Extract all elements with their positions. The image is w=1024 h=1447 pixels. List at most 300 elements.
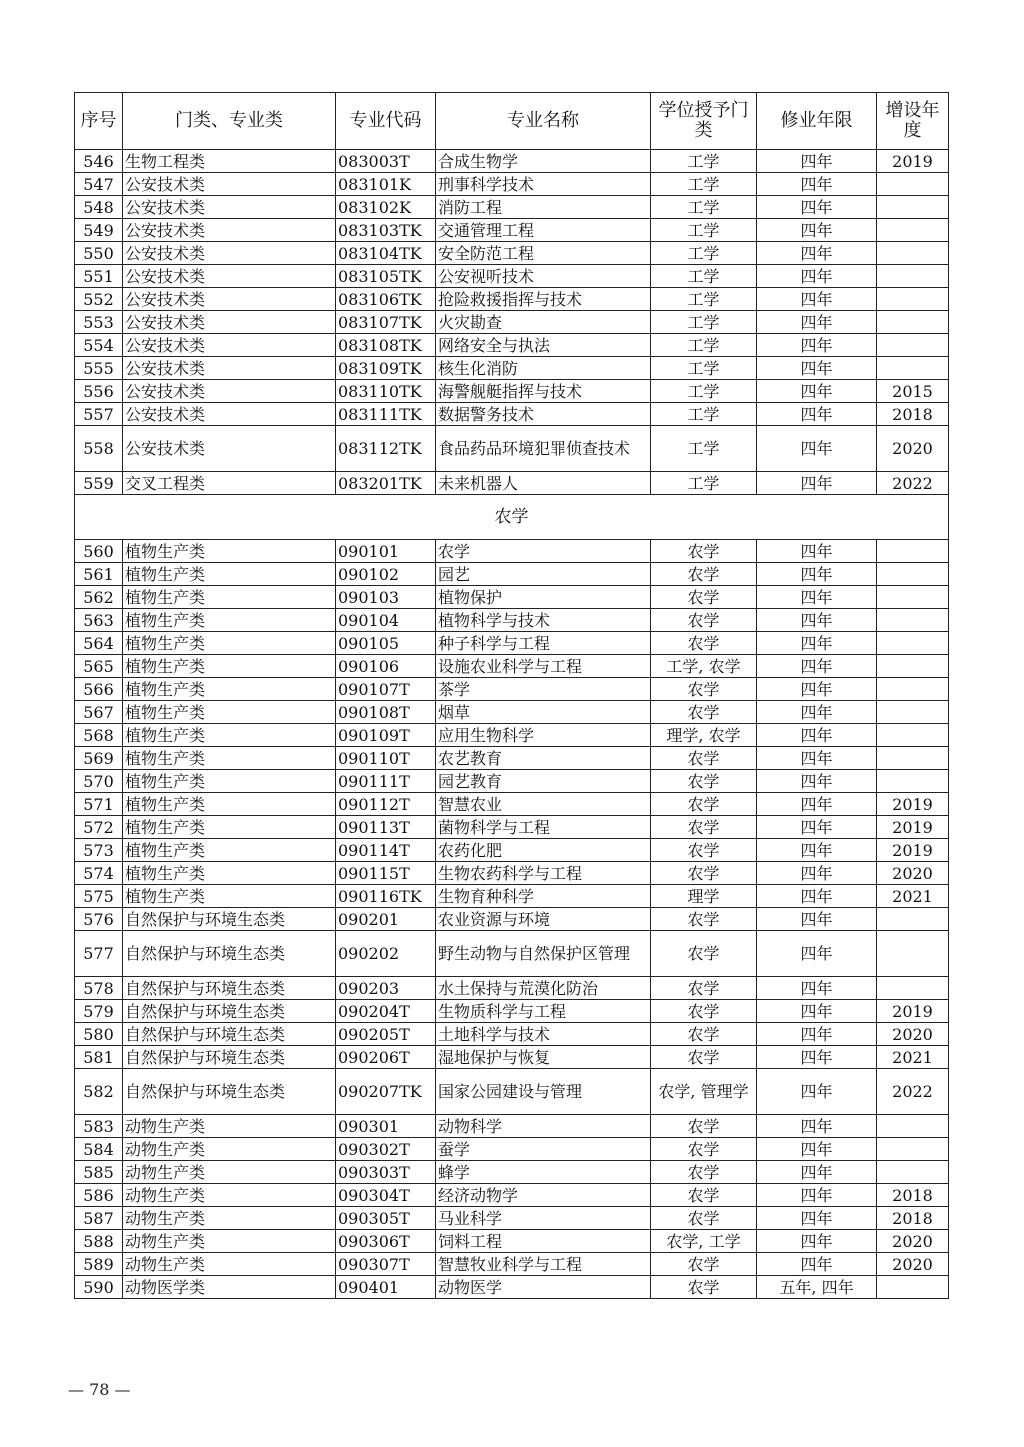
- cell-name: 蚕学: [436, 1138, 651, 1161]
- cell-added: 2019: [877, 1000, 949, 1023]
- cell-category: 植物生产类: [123, 540, 336, 563]
- cell-years: 四年: [757, 472, 877, 495]
- cell-added: [877, 977, 949, 1000]
- cell-code: 090112T: [336, 793, 436, 816]
- cell-added: [877, 196, 949, 219]
- cell-degree: 农学: [651, 678, 757, 701]
- cell-code: 090303T: [336, 1161, 436, 1184]
- cell-name: 水土保持与荒漠化防治: [436, 977, 651, 1000]
- cell-years: 四年: [757, 885, 877, 908]
- table-row: [75, 931, 949, 977]
- cell-degree: 工学: [651, 426, 757, 472]
- cell-seq: 575: [75, 885, 123, 908]
- cell-name: 火灾勘查: [436, 311, 651, 334]
- cell-added: 2018: [877, 403, 949, 426]
- table-row: [75, 265, 949, 288]
- header-seq: 序号: [75, 93, 123, 150]
- cell-added: [877, 563, 949, 586]
- table-row: [75, 219, 949, 242]
- cell-years: 四年: [757, 609, 877, 632]
- cell-code: 090207TK: [336, 1069, 436, 1115]
- cell-code: 083108TK: [336, 334, 436, 357]
- cell-years: 四年: [757, 540, 877, 563]
- cell-name: 动物科学: [436, 1115, 651, 1138]
- cell-degree: 工学: [651, 150, 757, 173]
- cell-code: 083106TK: [336, 288, 436, 311]
- cell-name: 湿地保护与恢复: [436, 1046, 651, 1069]
- cell-category: 植物生产类: [123, 747, 336, 770]
- cell-code: 090105: [336, 632, 436, 655]
- cell-years: 四年: [757, 931, 877, 977]
- cell-category: 公安技术类: [123, 357, 336, 380]
- table-row: [75, 334, 949, 357]
- cell-degree: 农学: [651, 563, 757, 586]
- cell-degree: 农学: [651, 1000, 757, 1023]
- cell-name: 数据警务技术: [436, 403, 651, 426]
- cell-degree: 农学: [651, 1207, 757, 1230]
- cell-added: [877, 931, 949, 977]
- cell-degree: 农学: [651, 977, 757, 1000]
- cell-added: [877, 747, 949, 770]
- cell-seq: 577: [75, 931, 123, 977]
- cell-category: 公安技术类: [123, 403, 336, 426]
- table-row: [75, 1253, 949, 1276]
- cell-degree: 农学: [651, 816, 757, 839]
- cell-years: 四年: [757, 219, 877, 242]
- cell-category: 植物生产类: [123, 816, 336, 839]
- cell-code: 083102K: [336, 196, 436, 219]
- cell-seq: 547: [75, 173, 123, 196]
- table-row: [75, 1023, 949, 1046]
- table-row: [75, 586, 949, 609]
- cell-degree: 农学: [651, 540, 757, 563]
- cell-category: 动物生产类: [123, 1184, 336, 1207]
- cell-code: 090104: [336, 609, 436, 632]
- cell-added: [877, 334, 949, 357]
- cell-years: 五年, 四年: [757, 1276, 877, 1299]
- cell-degree: 农学: [651, 632, 757, 655]
- table-row: [75, 724, 949, 747]
- cell-name: 土地科学与技术: [436, 1023, 651, 1046]
- cell-degree: 工学: [651, 173, 757, 196]
- table-row: [75, 150, 949, 173]
- cell-added: 2020: [877, 426, 949, 472]
- cell-years: 四年: [757, 655, 877, 678]
- table-row: [75, 1207, 949, 1230]
- cell-code: 090205T: [336, 1023, 436, 1046]
- cell-degree: 农学: [651, 1023, 757, 1046]
- cell-years: 四年: [757, 334, 877, 357]
- cell-name: 智慧牧业科学与工程: [436, 1253, 651, 1276]
- cell-name: 合成生物学: [436, 150, 651, 173]
- cell-category: 公安技术类: [123, 173, 336, 196]
- cell-seq: 554: [75, 334, 123, 357]
- table-row: [75, 747, 949, 770]
- cell-years: 四年: [757, 265, 877, 288]
- cell-added: [877, 701, 949, 724]
- cell-degree: 农学: [651, 770, 757, 793]
- cell-degree: 农学: [651, 609, 757, 632]
- table-row: [75, 1115, 949, 1138]
- cell-code: 090116TK: [336, 885, 436, 908]
- cell-code: 090114T: [336, 839, 436, 862]
- cell-category: 植物生产类: [123, 609, 336, 632]
- cell-degree: 农学: [651, 1161, 757, 1184]
- cell-degree: 工学: [651, 219, 757, 242]
- cell-added: [877, 357, 949, 380]
- cell-code: 090111T: [336, 770, 436, 793]
- cell-added: 2020: [877, 862, 949, 885]
- table-row: [75, 563, 949, 586]
- table-row: [75, 816, 949, 839]
- cell-years: 四年: [757, 563, 877, 586]
- cell-name: 公安视听技术: [436, 265, 651, 288]
- cell-name: 核生化消防: [436, 357, 651, 380]
- cell-category: 植物生产类: [123, 724, 336, 747]
- cell-years: 四年: [757, 426, 877, 472]
- cell-name: 烟草: [436, 701, 651, 724]
- cell-seq: 571: [75, 793, 123, 816]
- cell-degree: 农学: [651, 931, 757, 977]
- cell-name: 植物保护: [436, 586, 651, 609]
- cell-years: 四年: [757, 1161, 877, 1184]
- cell-years: 四年: [757, 380, 877, 403]
- cell-years: 四年: [757, 586, 877, 609]
- cell-added: [877, 655, 949, 678]
- cell-degree: 农学: [651, 793, 757, 816]
- cell-added: [877, 1138, 949, 1161]
- cell-name: 饲料工程: [436, 1230, 651, 1253]
- cell-category: 动物生产类: [123, 1253, 336, 1276]
- cell-name: 蜂学: [436, 1161, 651, 1184]
- cell-category: 动物生产类: [123, 1115, 336, 1138]
- cell-seq: 590: [75, 1276, 123, 1299]
- cell-seq: 557: [75, 403, 123, 426]
- table-body: [75, 150, 949, 1299]
- header-name: 专业名称: [436, 93, 651, 150]
- cell-code: 083111TK: [336, 403, 436, 426]
- table-row: [75, 472, 949, 495]
- cell-category: 植物生产类: [123, 632, 336, 655]
- cell-added: [877, 678, 949, 701]
- cell-seq: 562: [75, 586, 123, 609]
- cell-code: 090307T: [336, 1253, 436, 1276]
- cell-category: 植物生产类: [123, 655, 336, 678]
- section-row: [75, 495, 949, 540]
- page-number: — 78 —: [68, 1380, 131, 1399]
- cell-added: 2018: [877, 1207, 949, 1230]
- cell-years: 四年: [757, 288, 877, 311]
- cell-years: 四年: [757, 1253, 877, 1276]
- cell-name: 消防工程: [436, 196, 651, 219]
- cell-seq: 561: [75, 563, 123, 586]
- cell-seq: 570: [75, 770, 123, 793]
- cell-added: [877, 770, 949, 793]
- cell-code: 090304T: [336, 1184, 436, 1207]
- cell-code: 090107T: [336, 678, 436, 701]
- cell-years: 四年: [757, 357, 877, 380]
- cell-code: 090202: [336, 931, 436, 977]
- cell-added: 2022: [877, 472, 949, 495]
- header-degree: 学位授予门类: [651, 93, 757, 150]
- cell-added: [877, 1115, 949, 1138]
- cell-category: 公安技术类: [123, 334, 336, 357]
- cell-code: 083103TK: [336, 219, 436, 242]
- cell-code: 090301: [336, 1115, 436, 1138]
- cell-name: 野生动物与自然保护区管理: [436, 931, 651, 977]
- cell-added: [877, 1276, 949, 1299]
- cell-added: 2021: [877, 1046, 949, 1069]
- cell-name: 食品药品环境犯罪侦查技术: [436, 426, 651, 472]
- cell-added: 2020: [877, 1253, 949, 1276]
- cell-added: 2021: [877, 885, 949, 908]
- cell-degree: 农学: [651, 1184, 757, 1207]
- header-years: 修业年限: [757, 93, 877, 150]
- cell-seq: 564: [75, 632, 123, 655]
- cell-code: 083109TK: [336, 357, 436, 380]
- cell-added: [877, 724, 949, 747]
- cell-code: 083201TK: [336, 472, 436, 495]
- cell-code: 090103: [336, 586, 436, 609]
- table-row: [75, 793, 949, 816]
- cell-degree: 理学: [651, 885, 757, 908]
- cell-category: 植物生产类: [123, 701, 336, 724]
- cell-name: 种子科学与工程: [436, 632, 651, 655]
- table-row: [75, 426, 949, 472]
- cell-code: 090101: [336, 540, 436, 563]
- cell-code: 090106: [336, 655, 436, 678]
- cell-years: 四年: [757, 724, 877, 747]
- cell-degree: 农学: [651, 586, 757, 609]
- cell-degree: 农学: [651, 701, 757, 724]
- table-row: [75, 540, 949, 563]
- cell-code: 090109T: [336, 724, 436, 747]
- cell-added: 2019: [877, 839, 949, 862]
- cell-name: 应用生物科学: [436, 724, 651, 747]
- cell-years: 四年: [757, 793, 877, 816]
- cell-years: 四年: [757, 196, 877, 219]
- cell-seq: 558: [75, 426, 123, 472]
- cell-degree: 工学: [651, 472, 757, 495]
- cell-degree: 工学: [651, 288, 757, 311]
- cell-code: 083105TK: [336, 265, 436, 288]
- cell-seq: 556: [75, 380, 123, 403]
- cell-seq: 551: [75, 265, 123, 288]
- cell-degree: 农学: [651, 747, 757, 770]
- cell-added: 2018: [877, 1184, 949, 1207]
- cell-code: 090306T: [336, 1230, 436, 1253]
- cell-years: 四年: [757, 311, 877, 334]
- cell-degree: 农学, 管理学: [651, 1069, 757, 1115]
- cell-added: [877, 908, 949, 931]
- cell-category: 公安技术类: [123, 380, 336, 403]
- cell-added: 2022: [877, 1069, 949, 1115]
- cell-seq: 583: [75, 1115, 123, 1138]
- cell-name: 生物育种科学: [436, 885, 651, 908]
- cell-seq: 584: [75, 1138, 123, 1161]
- cell-category: 自然保护与环境生态类: [123, 1046, 336, 1069]
- cell-added: [877, 311, 949, 334]
- cell-seq: 567: [75, 701, 123, 724]
- cell-degree: 工学: [651, 334, 757, 357]
- cell-category: 动物生产类: [123, 1230, 336, 1253]
- cell-category: 植物生产类: [123, 862, 336, 885]
- cell-years: 四年: [757, 1115, 877, 1138]
- cell-added: 2020: [877, 1230, 949, 1253]
- cell-name: 马业科学: [436, 1207, 651, 1230]
- cell-name: 茶学: [436, 678, 651, 701]
- cell-seq: 555: [75, 357, 123, 380]
- cell-degree: 工学: [651, 265, 757, 288]
- cell-category: 动物生产类: [123, 1207, 336, 1230]
- cell-seq: 566: [75, 678, 123, 701]
- cell-seq: 559: [75, 472, 123, 495]
- cell-seq: 572: [75, 816, 123, 839]
- cell-seq: 563: [75, 609, 123, 632]
- cell-code: 090201: [336, 908, 436, 931]
- cell-name: 农艺教育: [436, 747, 651, 770]
- table-row: [75, 678, 949, 701]
- cell-name: 农学: [436, 540, 651, 563]
- cell-name: 农药化肥: [436, 839, 651, 862]
- cell-years: 四年: [757, 977, 877, 1000]
- cell-added: [877, 1161, 949, 1184]
- header-code: 专业代码: [336, 93, 436, 150]
- cell-seq: 576: [75, 908, 123, 931]
- cell-added: [877, 540, 949, 563]
- table-row: [75, 1230, 949, 1253]
- cell-code: 083104TK: [336, 242, 436, 265]
- cell-seq: 586: [75, 1184, 123, 1207]
- cell-degree: 工学: [651, 357, 757, 380]
- cell-code: 090204T: [336, 1000, 436, 1023]
- cell-name: 海警舰艇指挥与技术: [436, 380, 651, 403]
- cell-years: 四年: [757, 678, 877, 701]
- cell-years: 四年: [757, 816, 877, 839]
- cell-degree: 工学: [651, 311, 757, 334]
- cell-name: 农业资源与环境: [436, 908, 651, 931]
- cell-seq: 552: [75, 288, 123, 311]
- cell-seq: 548: [75, 196, 123, 219]
- cell-added: [877, 265, 949, 288]
- table-row: [75, 288, 949, 311]
- cell-seq: 587: [75, 1207, 123, 1230]
- section-title: 农学: [75, 495, 949, 540]
- cell-code: 083003T: [336, 150, 436, 173]
- header-added: 增设年度: [877, 93, 949, 150]
- cell-code: 090108T: [336, 701, 436, 724]
- table-row: [75, 655, 949, 678]
- table-row: [75, 1000, 949, 1023]
- cell-name: 设施农业科学与工程: [436, 655, 651, 678]
- table-row: [75, 1161, 949, 1184]
- cell-added: [877, 242, 949, 265]
- cell-name: 园艺教育: [436, 770, 651, 793]
- cell-added: 2019: [877, 793, 949, 816]
- cell-category: 自然保护与环境生态类: [123, 1069, 336, 1115]
- cell-degree: 工学: [651, 403, 757, 426]
- cell-added: 2020: [877, 1023, 949, 1046]
- cell-name: 网络安全与执法: [436, 334, 651, 357]
- cell-category: 自然保护与环境生态类: [123, 908, 336, 931]
- cell-seq: 565: [75, 655, 123, 678]
- cell-degree: 理学, 农学: [651, 724, 757, 747]
- cell-name: 生物质科学与工程: [436, 1000, 651, 1023]
- cell-code: 083107TK: [336, 311, 436, 334]
- cell-degree: 工学: [651, 380, 757, 403]
- cell-years: 四年: [757, 632, 877, 655]
- cell-years: 四年: [757, 403, 877, 426]
- header-category: 门类、专业类: [123, 93, 336, 150]
- cell-years: 四年: [757, 1230, 877, 1253]
- cell-degree: 农学: [651, 839, 757, 862]
- cell-seq: 550: [75, 242, 123, 265]
- cell-added: [877, 288, 949, 311]
- cell-years: 四年: [757, 839, 877, 862]
- cell-degree: 农学: [651, 1138, 757, 1161]
- cell-name: 园艺: [436, 563, 651, 586]
- cell-category: 植物生产类: [123, 586, 336, 609]
- cell-seq: 573: [75, 839, 123, 862]
- cell-category: 动物生产类: [123, 1161, 336, 1184]
- cell-seq: 580: [75, 1023, 123, 1046]
- table-header: [75, 93, 949, 150]
- cell-added: [877, 219, 949, 242]
- cell-category: 自然保护与环境生态类: [123, 1023, 336, 1046]
- table-row: [75, 770, 949, 793]
- cell-code: 090110T: [336, 747, 436, 770]
- cell-code: 083101K: [336, 173, 436, 196]
- table-row: [75, 908, 949, 931]
- cell-years: 四年: [757, 1138, 877, 1161]
- cell-added: [877, 609, 949, 632]
- cell-category: 公安技术类: [123, 311, 336, 334]
- cell-name: 经济动物学: [436, 1184, 651, 1207]
- table-row: [75, 196, 949, 219]
- cell-name: 植物科学与技术: [436, 609, 651, 632]
- cell-name: 刑事科学技术: [436, 173, 651, 196]
- cell-years: 四年: [757, 242, 877, 265]
- cell-code: 090401: [336, 1276, 436, 1299]
- header-row: [75, 93, 949, 150]
- table-row: [75, 885, 949, 908]
- cell-degree: 农学, 工学: [651, 1230, 757, 1253]
- cell-name: 安全防范工程: [436, 242, 651, 265]
- table-row: [75, 977, 949, 1000]
- table-row: [75, 1276, 949, 1299]
- cell-category: 公安技术类: [123, 426, 336, 472]
- cell-name: 菌物科学与工程: [436, 816, 651, 839]
- cell-name: 国家公园建设与管理: [436, 1069, 651, 1115]
- table-row: [75, 1046, 949, 1069]
- cell-seq: 585: [75, 1161, 123, 1184]
- table-row: [75, 632, 949, 655]
- cell-code: 090203: [336, 977, 436, 1000]
- cell-seq: 568: [75, 724, 123, 747]
- cell-added: [877, 173, 949, 196]
- table-row: [75, 839, 949, 862]
- cell-seq: 549: [75, 219, 123, 242]
- cell-code: 090206T: [336, 1046, 436, 1069]
- cell-seq: 578: [75, 977, 123, 1000]
- cell-name: 生物农药科学与工程: [436, 862, 651, 885]
- cell-years: 四年: [757, 1000, 877, 1023]
- cell-name: 抢险救援指挥与技术: [436, 288, 651, 311]
- cell-seq: 582: [75, 1069, 123, 1115]
- table-row: [75, 1184, 949, 1207]
- cell-years: 四年: [757, 862, 877, 885]
- cell-degree: 农学: [651, 862, 757, 885]
